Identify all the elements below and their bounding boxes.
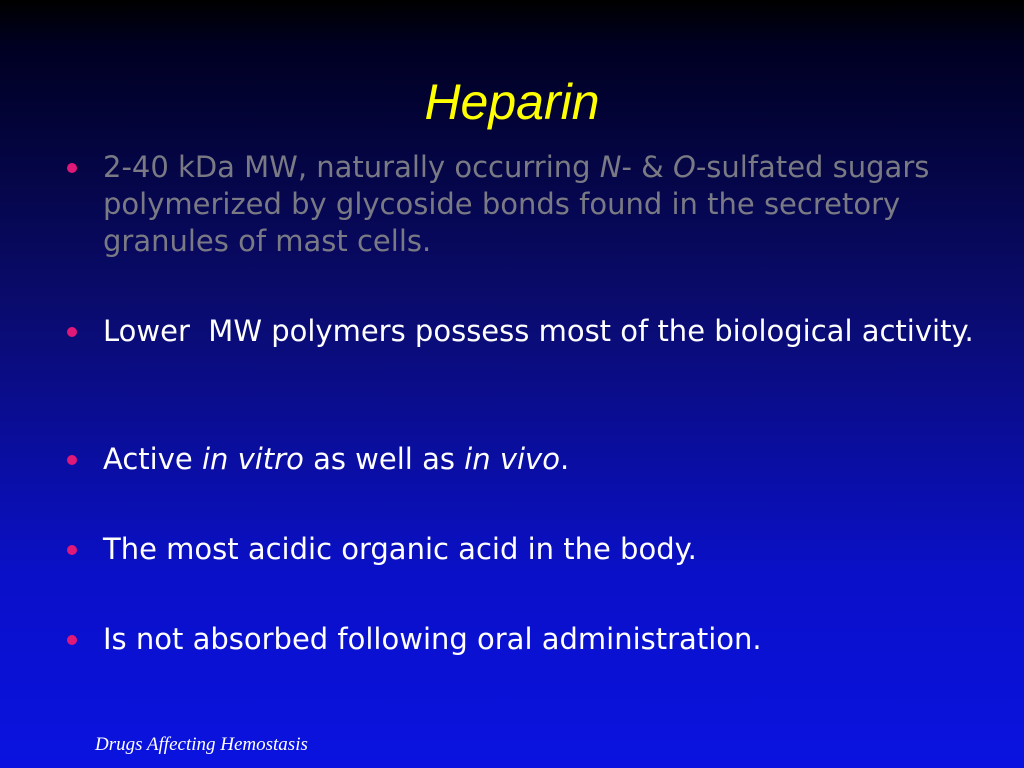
bullet-dot-icon [67,635,77,645]
bullet-text-part: -sulfated sugars polymerized by glycoside bonds found in the secretory granules of mast cells. [103,150,930,258]
bullet-text-part: . [559,442,570,476]
bullet-text: The most acidic organic acid in the body. [103,532,697,566]
bullet-text-italic: N [599,150,622,184]
bullet-text: Lower MW polymers possess most of the biological activity. [103,314,974,348]
bullet-text-part: - & [621,150,673,184]
slide-title: Heparin [424,74,600,130]
bullet-item-acidic [103,531,983,568]
bullet-dot-icon [67,455,77,465]
bullet-text-part: Active [103,442,202,476]
bullet-text-italic: in vitro [201,442,304,476]
bullet-text-italic: O [673,150,696,184]
bullet-text: Is not absorbed following oral administration. [103,622,762,656]
bullet-dot-icon [67,545,77,555]
slide-footer: Drugs Affecting Hemostasis [95,734,308,755]
bullet-item-absorption [103,621,983,658]
bullet-item-lower-mw [103,313,983,350]
bullet-dot-icon [67,327,77,337]
bullet-item-active [103,441,983,478]
bullet-item-molecular-weight [103,149,983,260]
bullet-text-part: 2-40 kDa MW, naturally occurring [103,150,600,184]
bullet-text-part: as well as [303,442,465,476]
bullet-dot-icon [67,163,77,173]
bullet-text-italic: in vivo [464,442,560,476]
